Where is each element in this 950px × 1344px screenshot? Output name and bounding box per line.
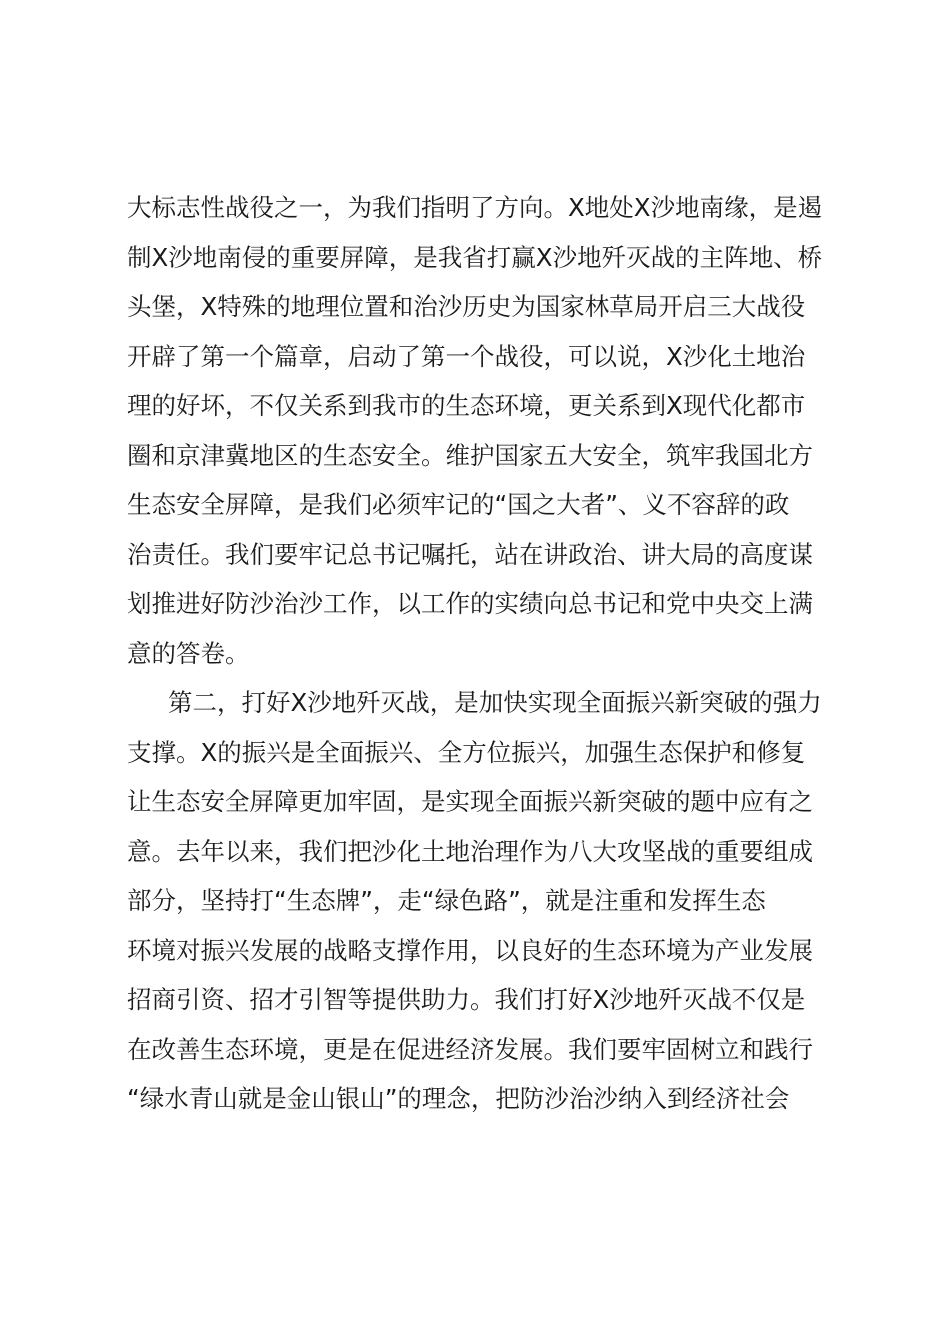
text-line: 环境对振兴发展的战略支撑作用，以良好的生态环境为产业发展 <box>127 935 813 965</box>
text-line: 招商引资、招才引智等提供助力。我们打好X沙地歼灭战不仅是 <box>127 985 806 1014</box>
text-line: 划推进好防沙治沙工作，以工作的实绩向总书记和党中央交上满 <box>127 589 813 618</box>
text-line: 开辟了第一个篇章，启动了第一个战役，可以说，X沙化土地治 <box>127 341 806 371</box>
paragraph-start-line: 第二，打好X沙地歼灭战，是加快实现全面振兴新突破的强力 <box>168 688 822 717</box>
text-line: 让生态安全屏障更加牢固，是实现全面振兴新突破的题中应有之 <box>127 787 813 816</box>
text-line: 意的答卷。 <box>127 638 250 668</box>
text-line: 大标志性战役之一，为我们指明了方向。X地处X沙地南缘，是遏 <box>127 193 823 222</box>
text-line: 生态安全屏障，是我们必须牢记的“国之大者”、义不容辞的政 <box>127 490 790 519</box>
text-line: 头堡，X特殊的地理位置和治沙历史为国家林草局开启三大战役 <box>127 292 806 321</box>
body-text <box>127 183 851 1124</box>
text-line: “绿水青山就是金山银山”的理念，把防沙治沙纳入到经济社会 <box>127 1084 790 1113</box>
text-line: 制X沙地南侵的重要屏障，是我省打赢X沙地歼灭战的主阵地、桥 <box>127 242 823 272</box>
text-line: 理的好坏，不仅关系到我市的生态环境，更关系到X现代化都市 <box>127 391 806 420</box>
text-line: 治责任。我们要牢记总书记嘱托，站在讲政治、讲大局的高度谋 <box>127 539 813 569</box>
text-line: 意。去年以来，我们把沙化土地治理作为八大攻坚战的重要组成 <box>127 836 813 866</box>
text-line: 在改善生态环境，更是在促进经济发展。我们要牢固树立和践行 <box>127 1034 813 1064</box>
text-line: 部分，坚持打“生态牌”，走“绿色路”，就是注重和发挥生态 <box>127 886 766 915</box>
text-line: 支撑。X的振兴是全面振兴、全方位振兴，加强生态保护和修复 <box>127 737 806 767</box>
text-line: 圈和京津冀地区的生态安全。维护国家五大安全，筑牢我国北方 <box>127 440 813 470</box>
